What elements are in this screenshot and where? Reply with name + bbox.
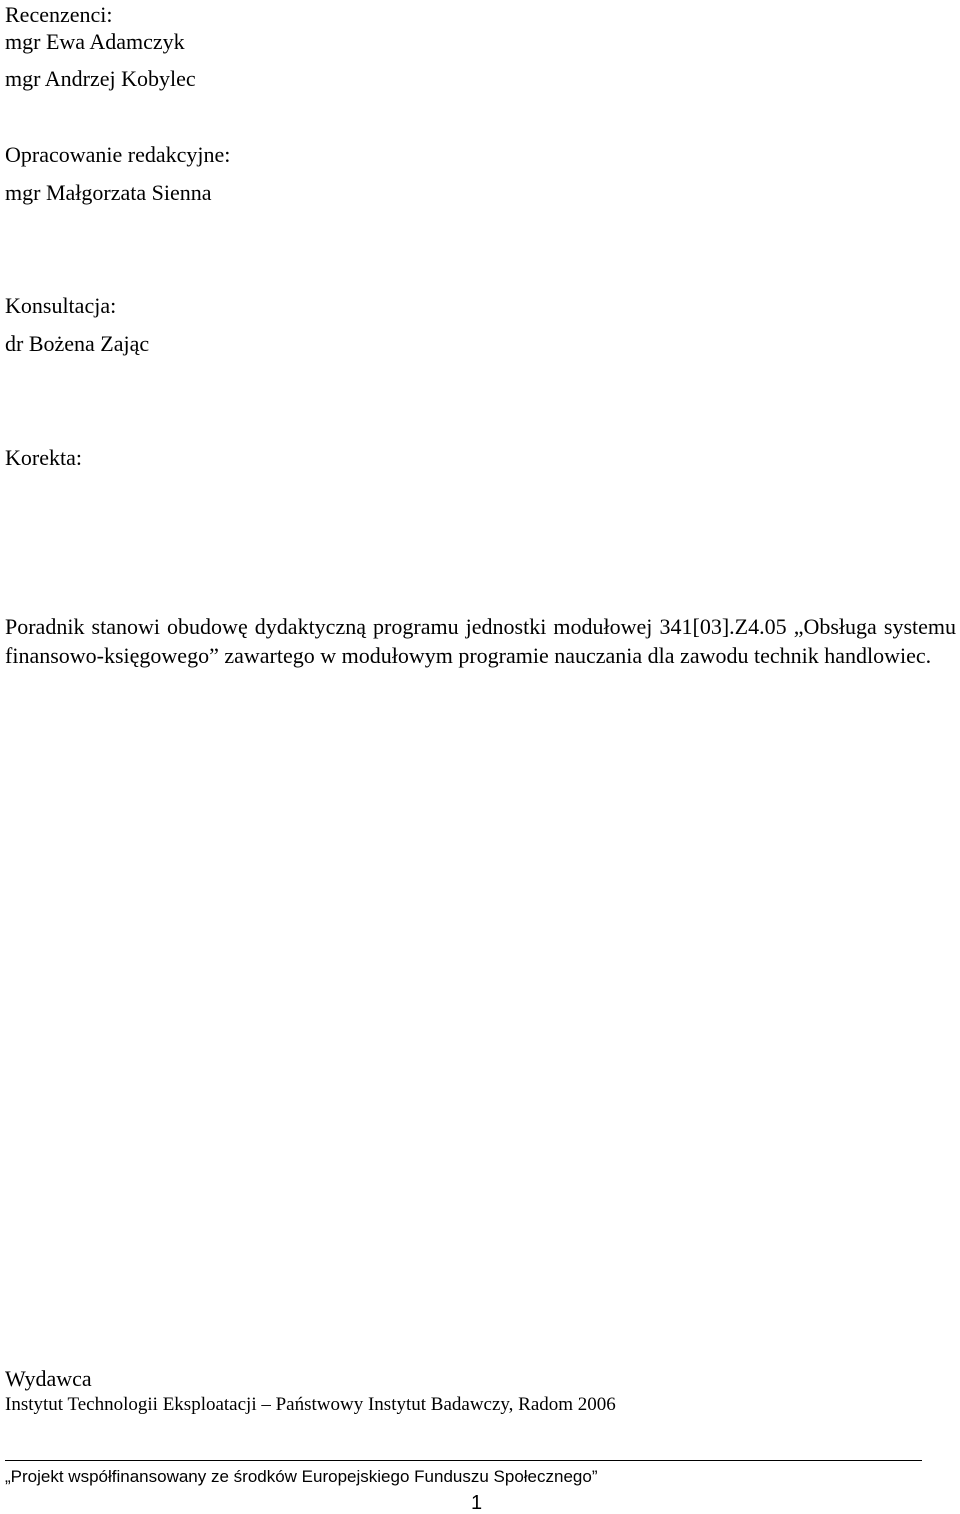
footer-rule bbox=[5, 1460, 922, 1461]
consultation-heading: Konsultacja: bbox=[5, 293, 117, 318]
publisher-text: Instytut Technologii Eksploatacji – Państwowy Instytut Badawczy, Radom 2006 bbox=[5, 1394, 616, 1415]
publisher-label: Wydawca bbox=[5, 1366, 92, 1391]
page-number: 1 bbox=[471, 1492, 483, 1514]
description-paragraph: Poradnik stanowi obudowę dydaktyczną programu jednostki modułowej 341[03].Z4.05 „Obsługa systemu finansowo-księgowego” zawartego w modułowym programie nauczania dla zawodu technik handlowiec. bbox=[5, 614, 956, 668]
proofreading-heading: Korekta: bbox=[5, 445, 82, 470]
consultant-name: dr Bożena Zając bbox=[5, 331, 150, 356]
footer-note: „Projekt współfinansowany ze środków Europejskiego Funduszu Społecznego” bbox=[5, 1467, 598, 1486]
reviewer-name: mgr Ewa Adamczyk bbox=[5, 29, 185, 54]
reviewers-heading: Recenzenci: bbox=[5, 2, 113, 27]
reviewer-name: mgr Andrzej Kobylec bbox=[5, 66, 196, 91]
editor-name: mgr Małgorzata Sienna bbox=[5, 180, 212, 205]
editorial-heading: Opracowanie redakcyjne: bbox=[5, 142, 231, 167]
